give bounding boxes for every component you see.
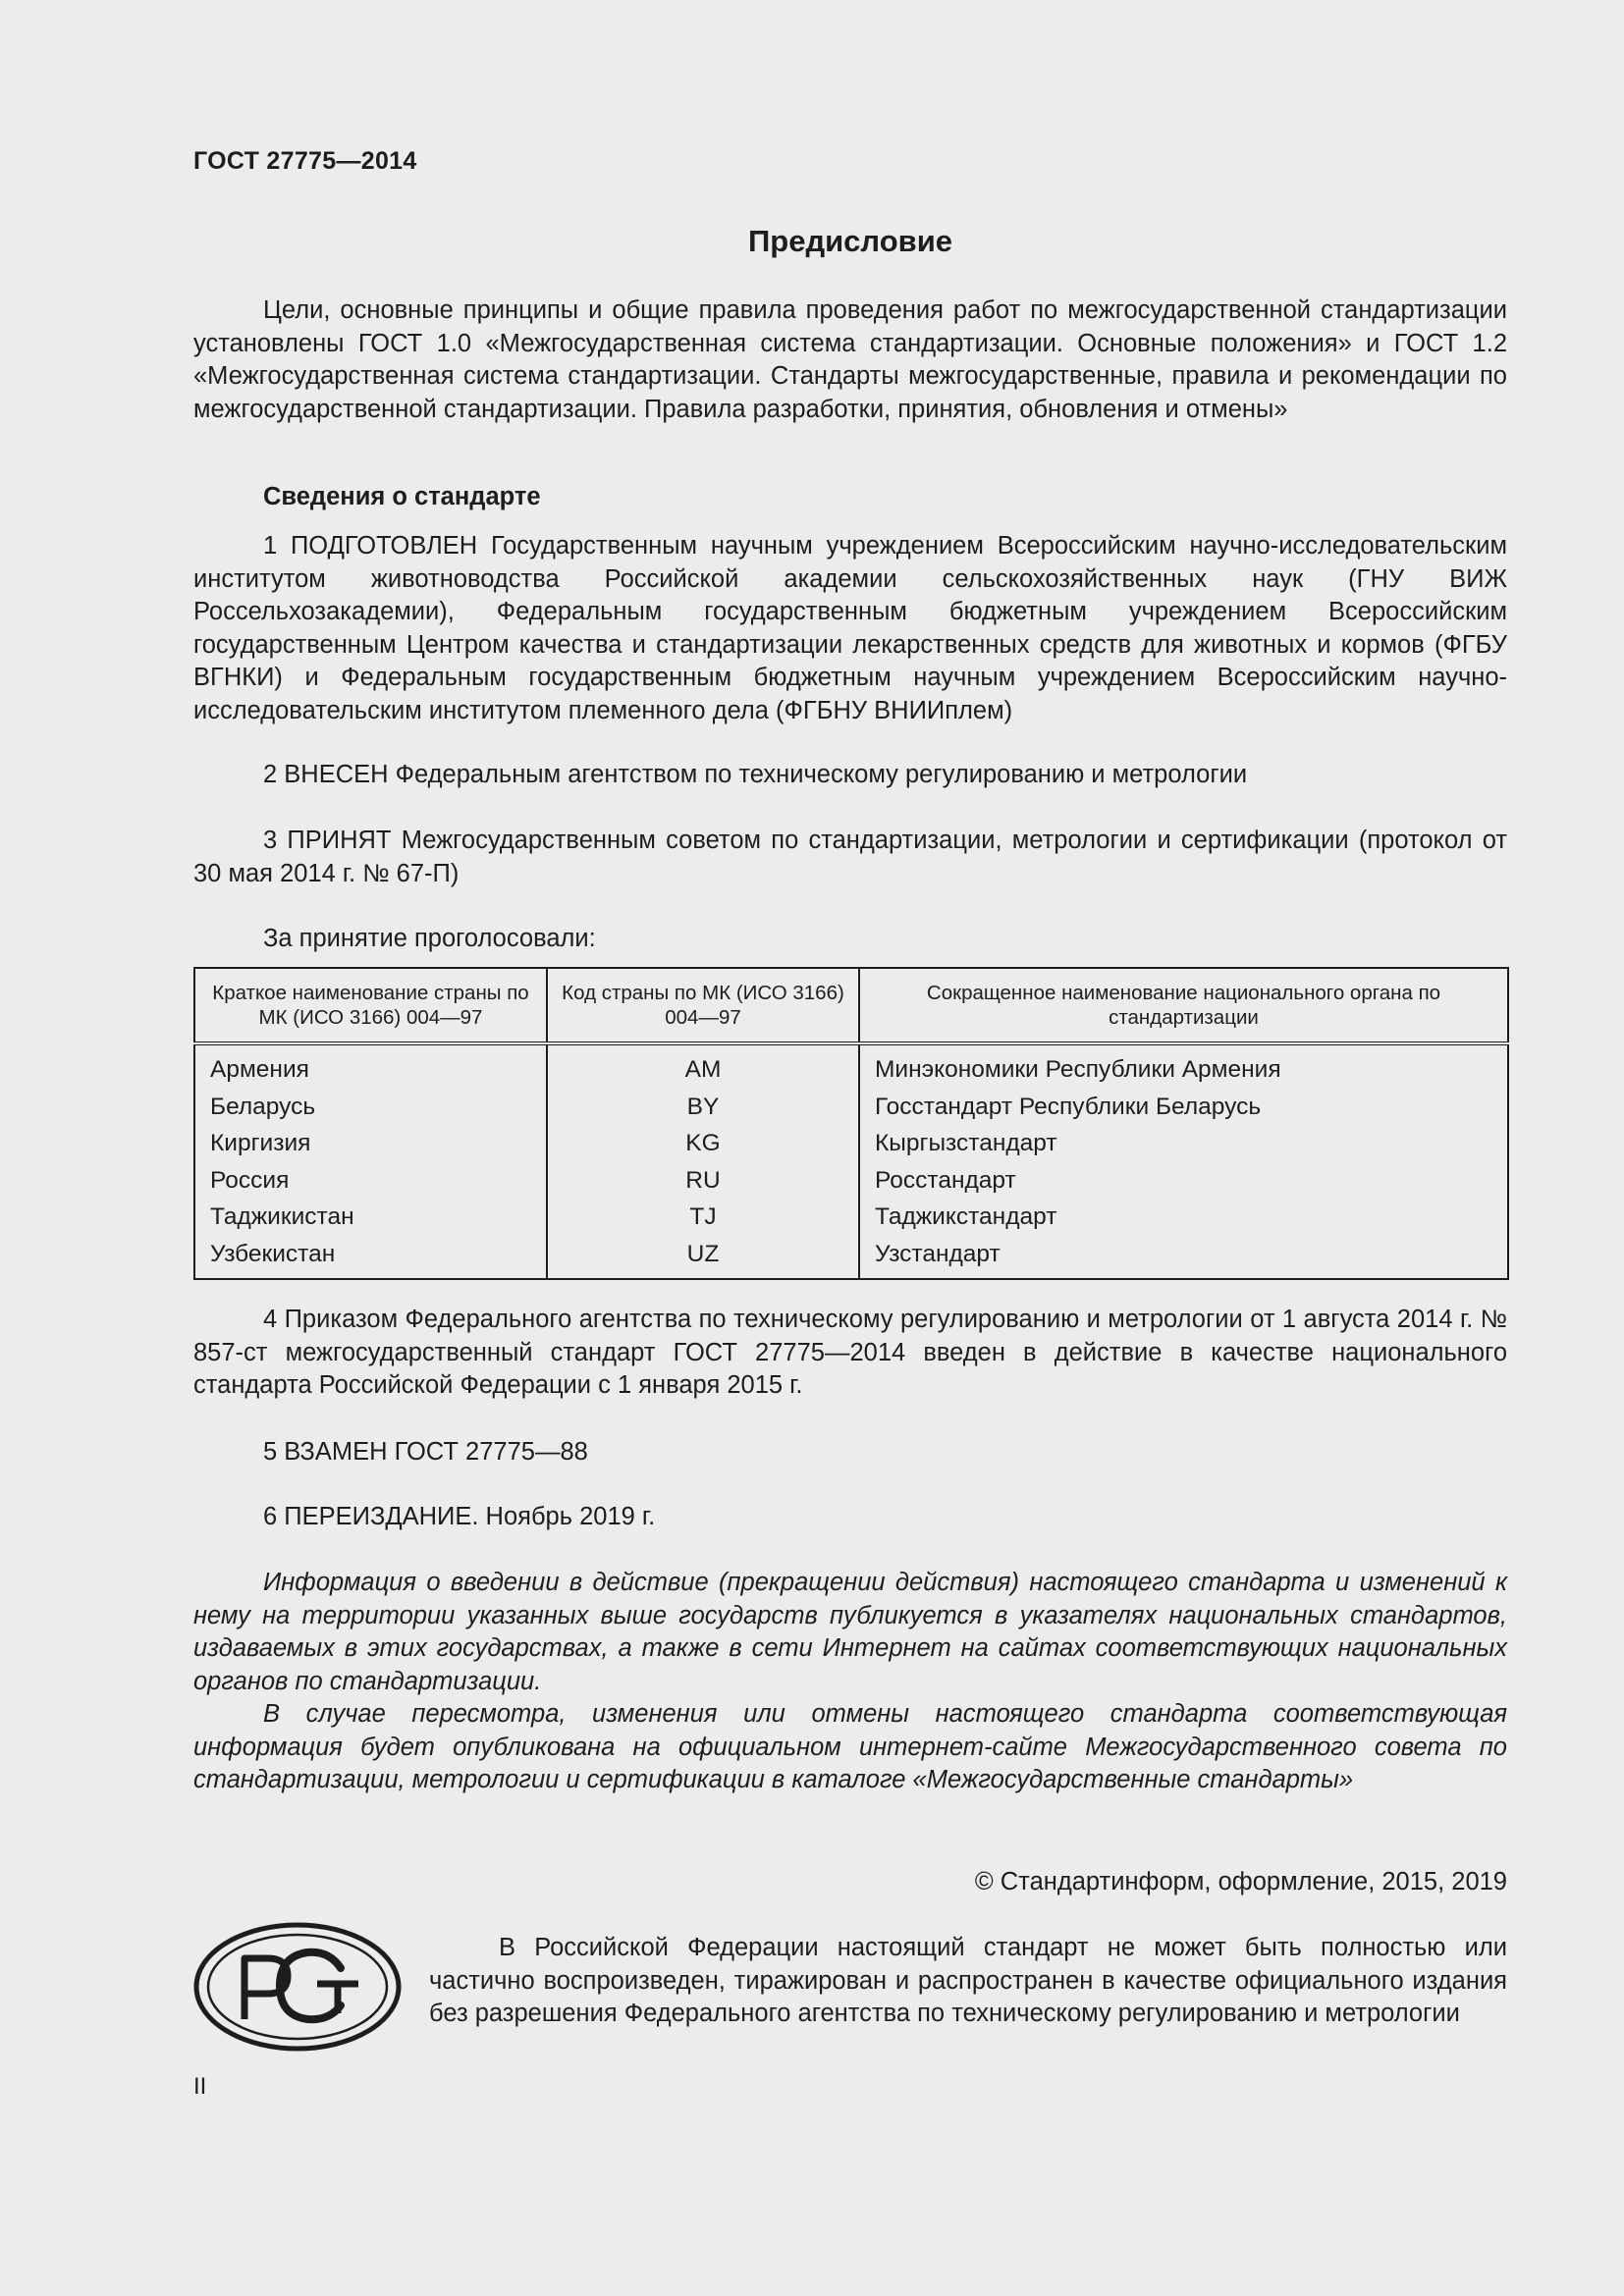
code-cell: TJ [547, 1199, 859, 1236]
table-row [194, 1089, 1508, 1126]
document-code: ГОСТ 27775—2014 [193, 147, 417, 175]
country-cell: Армения [194, 1043, 547, 1089]
rights-paragraph: В Российской Федерации настоящий стандарт не может быть полностью или частично воспроизведен, тиражирован и распространен в качестве официального издания без разрешения Федерального агентства по техническому регулированию и метрологии [429, 1934, 1507, 2027]
code-cell: RU [547, 1162, 859, 1200]
table-row [194, 1199, 1508, 1236]
header-country: Краткое наименование страны по МК (ИСО 3166) 004—97 [194, 968, 547, 1043]
page-number: II [193, 2073, 207, 2100]
header-code: Код страны по МК (ИСО 3166) 004—97 [547, 968, 859, 1043]
item-2-paragraph: 2 ВНЕСЕН Федеральным агентством по техническому регулированию и метрологии [263, 761, 1248, 788]
copyright-line: © Стандартинформ, оформление, 2015, 2019 [974, 1868, 1507, 1896]
item-6-paragraph: 6 ПЕРЕИЗДАНИЕ. Ноябрь 2019 г. [263, 1503, 656, 1530]
notice-paragraph-2: В случае пересмотра, изменения или отмены настоящего стандарта соответствующая информация будет опубликована на официальном интернет-сайте Межгосударственного совета по стандартизации, метрологии и сертификации в каталоге «Межгосударственные стандарты» [193, 1700, 1507, 1793]
table-row [194, 1043, 1508, 1089]
code-cell: KG [547, 1125, 859, 1162]
standard-info-heading: Сведения о стандарте [263, 483, 541, 510]
page-title: Предисловие [747, 224, 952, 258]
item-1-paragraph: 1 ПОДГОТОВЛЕН Государственным научным учреждением Всероссийским научно-исследовательским институтом животноводства Российской академии сельскохозяйственных наук (ГНУ ВИЖ Россельхозакадемии), Федеральным государственным бюджетным учреждением Всероссийским государственным Центром качества и стандартизации лекарственных средств для животных и кормов (ФГБУ ВГНКИ) и Федеральным государственным бюджетным научным учреждением Всероссийским научно-исследовательским институтом племенного дела (ФГБНУ ВНИИплем) [193, 532, 1507, 724]
country-cell: Узбекистан [194, 1236, 547, 1280]
body-cell: Узстандарт [875, 1240, 1001, 1267]
code-cell: BY [547, 1089, 859, 1126]
body-cell: Минэкономики Республики Армения [875, 1056, 1281, 1083]
item-5-paragraph: 5 ВЗАМЕН ГОСТ 27775—88 [263, 1438, 588, 1466]
header-body: Сокращенное наименование национального органа по стандартизации [859, 968, 1508, 1043]
notice-paragraph-1: Информация о введении в действие (прекращении действия) настоящего стандарта и изменений к нему на территории указанных выше государств публикуется в указателях национальных стандартов, издаваемых в этих государствах, а также в сети Интернет на сайтах соответствующих национальных органов по стандартизации. [193, 1569, 1507, 1695]
body-cell: Кыргызстандарт [875, 1130, 1057, 1156]
body-cell: Таджикстандарт [875, 1203, 1057, 1230]
table-header-row [194, 968, 1508, 1043]
country-cell: Россия [194, 1162, 547, 1200]
country-cell: Беларусь [194, 1089, 547, 1126]
voting-table [193, 967, 1509, 1280]
table-row [194, 1125, 1508, 1162]
rst-logo-icon [193, 1921, 402, 2053]
body-cell: Росстандарт [875, 1166, 1016, 1194]
country-cell: Таджикистан [194, 1199, 547, 1236]
item-3-paragraph: 3 ПРИНЯТ Межгосударственным советом по стандартизации, метрологии и сертификации (протокол от 30 мая 2014 г. № 67-П) [193, 827, 1507, 887]
table-row [194, 1162, 1508, 1200]
code-cell: UZ [547, 1236, 859, 1280]
table-row [194, 1236, 1508, 1280]
item-4-paragraph: 4 Приказом Федерального агентства по техническому регулированию и метрологии от 1 августа 2014 г. № 857-ст межгосударственный стандарт ГОСТ 27775—2014 введен в действие в качестве национального стандарта Российской Федерации с 1 января 2015 г. [193, 1306, 1507, 1399]
code-cell: AM [547, 1043, 859, 1089]
country-cell: Киргизия [194, 1125, 547, 1162]
body-cell: Госстандарт Республики Беларусь [875, 1093, 1262, 1120]
voted-label: За принятие проголосовали: [263, 925, 596, 952]
intro-paragraph: Цели, основные принципы и общие правила проведения работ по межгосударственной стандартизации установлены ГОСТ 1.0 «Межгосударственная система стандартизации. Основные положения» и ГОСТ 1.2 «Межгосударственная система стандартизации. Стандарты межгосударственные, правила и рекомендации по межгосударственной стандартизации. Правила разработки, принятия, обновления и отмены» [193, 296, 1507, 423]
